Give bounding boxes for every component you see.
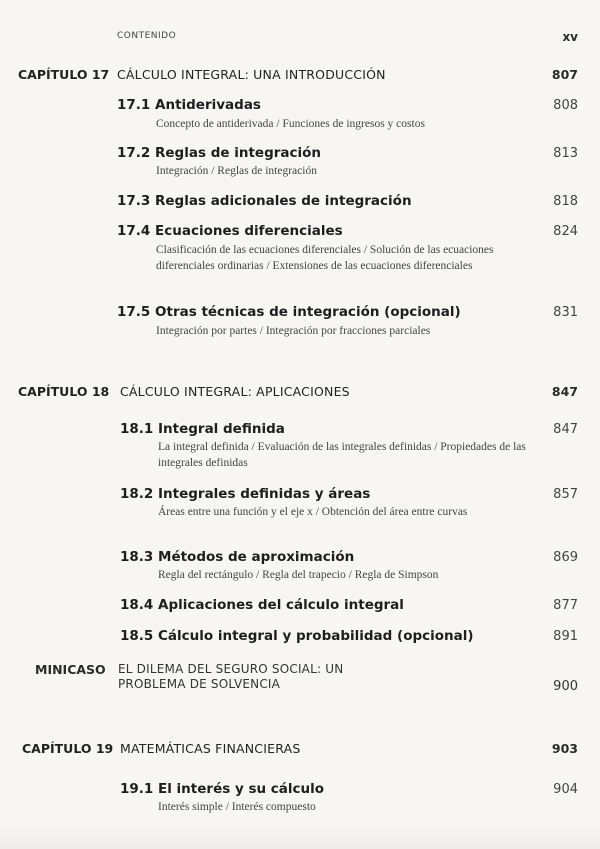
- section-18-3-desc: Regla del rectángulo / Regla del trapecio / Regla de Simpson: [158, 569, 439, 581]
- minicaso-page: 900: [553, 679, 578, 694]
- section-17-1-title: 17.1 Antiderivadas: [117, 97, 261, 113]
- chapter-17-title: CÁLCULO INTEGRAL: UNA INTRODUCCIÓN: [117, 67, 386, 82]
- section-18-2-title: 18.2 Integrales definidas y áreas: [120, 486, 371, 502]
- section-18-4-page: 877: [553, 598, 578, 613]
- section-18-3-page: 869: [553, 550, 578, 565]
- running-header-page-number: xv: [562, 30, 578, 44]
- chapter-19-title: MATEMÁTICAS FINANCIERAS: [120, 741, 301, 756]
- section-17-3-title: 17.3 Reglas adicionales de integración: [117, 193, 412, 209]
- section-18-2-page: 857: [553, 487, 578, 502]
- section-17-4-desc: Clasificación de las ecuaciones diferenciales / Solución de las ecuaciones diferenciales ordinarias / Extensiones de las ecuaciones diferenciales: [156, 244, 494, 272]
- section-17-2-page: 813: [553, 146, 578, 161]
- section-18-4-title: 18.4 Aplicaciones del cálculo integral: [120, 597, 404, 613]
- section-17-1-desc: Concepto de antiderivada / Funciones de ingresos y costos: [156, 118, 425, 130]
- section-19-1-page: 904: [553, 782, 578, 797]
- chapter-18-label: CAPÍTULO 18: [18, 384, 110, 399]
- section-18-5-page: 891: [553, 629, 578, 644]
- section-17-1-page: 808: [553, 98, 578, 113]
- section-17-3-page: 818: [553, 194, 578, 209]
- section-18-1-page: 847: [553, 422, 578, 437]
- section-17-5-desc: Integración por partes / Integración por fracciones parciales: [156, 325, 431, 337]
- chapter-18-title: CÁLCULO INTEGRAL: APLICACIONES: [120, 384, 350, 399]
- section-17-5-page: 831: [553, 305, 578, 320]
- minicaso-label: MINICASO: [35, 662, 106, 677]
- section-17-2-title: 17.2 Reglas de integración: [117, 145, 322, 161]
- section-17-4-page: 824: [553, 224, 578, 239]
- section-18-1-desc: La integral definida / Evaluación de las integrales definidas / Propiedades de las integrales definidas: [158, 441, 526, 469]
- chapter-17-label: CAPÍTULO 17: [18, 67, 110, 82]
- section-17-2-desc: Integración / Reglas de integración: [156, 165, 317, 177]
- chapter-17-page: 807: [551, 67, 578, 82]
- page-bottom-shadow: [0, 827, 600, 849]
- section-18-3-title: 18.3 Métodos de aproximación: [120, 549, 355, 565]
- section-17-4-title: 17.4 Ecuaciones diferenciales: [117, 223, 343, 239]
- section-19-1-desc: Interés simple / Interés compuesto: [158, 801, 316, 813]
- running-header-label: CONTENIDO: [117, 31, 177, 41]
- section-18-5-title: 18.5 Cálculo integral y probabilidad (opcional): [120, 628, 474, 644]
- section-19-1-title: 19.1 El interés y su cálculo: [120, 781, 325, 797]
- minicaso-title: EL DILEMA DEL SEGURO SOCIAL: UN PROBLEMA DE SOLVENCIA: [118, 662, 344, 691]
- chapter-19-page: 903: [551, 741, 578, 756]
- chapter-18-page: 847: [551, 384, 578, 399]
- section-18-2-desc: Áreas entre una función y el eje x / Obtención del área entre curvas: [158, 506, 468, 518]
- section-18-1-title: 18.1 Integral definida: [120, 421, 285, 437]
- section-17-5-title: 17.5 Otras técnicas de integración (opcional): [117, 304, 461, 320]
- chapter-19-label: CAPÍTULO 19: [22, 741, 114, 756]
